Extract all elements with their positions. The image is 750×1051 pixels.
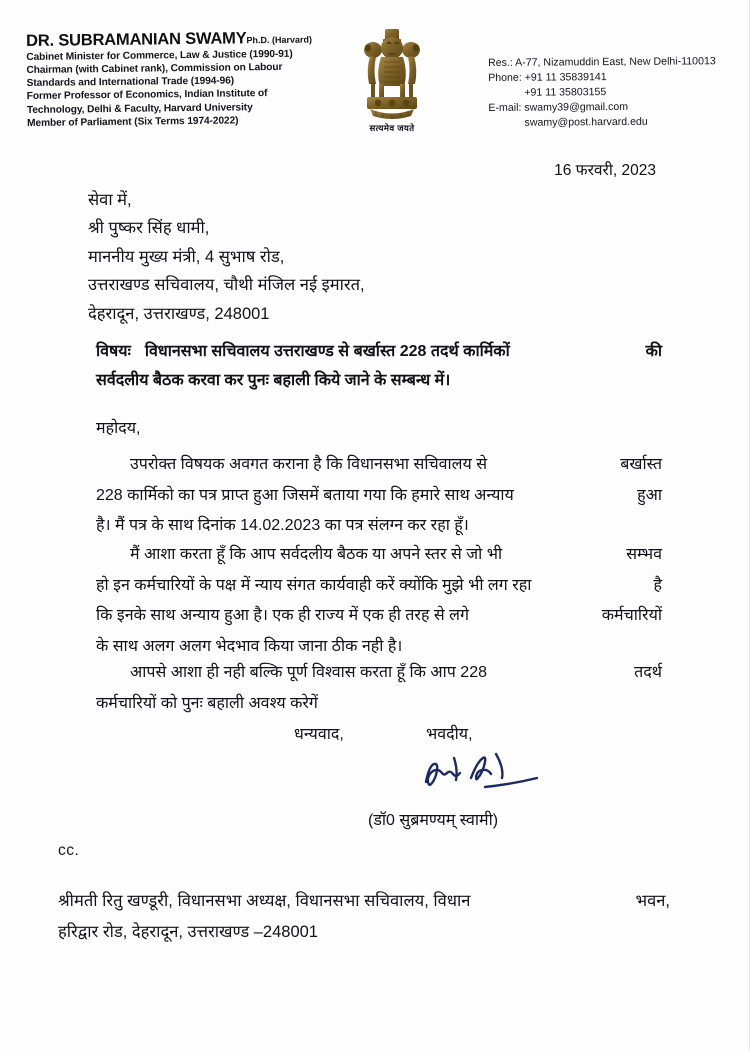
letterhead-name-suffix: Ph.D. (Harvard) <box>246 34 313 46</box>
recipient-line: माननीय मुख्य मंत्री, 4 सुभाष रोड, <box>88 247 285 266</box>
recipient-line: श्री पुष्कर सिंह धामी, <box>88 219 210 238</box>
contact-phone-2: +91 11 35803155 <box>524 86 607 99</box>
letterhead-credentials-block <box>26 29 327 130</box>
subject-line-1-b: की <box>645 343 662 360</box>
paragraph-3-line-1-a: आपसे आशा ही नही बल्कि पूर्ण विश्वास करता हूँ कि आप 228 <box>130 664 487 681</box>
paragraph-2-line-2-a: हो इन कर्मचारियों के पक्ष में न्याय संगत कार्यवाही करें क्योंकि मुझे भी लग रहा <box>96 576 532 594</box>
letterhead-credential-lines <box>26 47 327 130</box>
letterhead-name-text: DR. SUBRAMANIAN SWAMY <box>25 29 247 50</box>
subject-label: विषयः <box>96 343 131 360</box>
recipient-line: उत्तराखण्ड सचिवालय, चौथी मंजिल नई इमारत, <box>88 276 365 295</box>
contact-email-2: swamy@post.harvard.edu <box>524 115 648 129</box>
paragraph-2-line-3-b: कर्मचारियों <box>601 607 662 625</box>
paragraph-1-line-3: है। मैं पत्र के साथ दिनांक 14.02.2023 का पत्र संलग्न कर रहा हूँ। <box>96 517 469 535</box>
contact-address: Res.: A-77, Nizamuddin East, New Delhi-110013 <box>488 55 716 69</box>
yours-sincerely-text: भवदीय, <box>426 726 473 743</box>
subject-line-2: सर्वदलीय बैठक करवा कर पुनः बहाली किये जाने के सम्बन्ध में। <box>96 371 451 389</box>
recipient-line: देहरादून, उत्तराखण्ड, 248001 <box>88 304 270 323</box>
paragraph-2-line-3 <box>96 601 662 632</box>
credential-line: Former Professor of Economics, Indian Institute of <box>26 88 268 103</box>
paragraph-3-line-2: कर्मचारियों को पुनः बहाली अवश्य करेगें <box>96 694 318 712</box>
body-paragraph-3 <box>96 658 662 719</box>
credential-line: Technology, Delhi & Faculty, Harvard University <box>26 101 253 116</box>
emblem-motto: सत्यमेव जयते <box>369 123 415 133</box>
national-emblem-icon <box>354 26 430 122</box>
letter-date: 16 फरवरी, 2023 <box>554 162 656 179</box>
recipient-address-block <box>88 186 365 328</box>
cc-recipients <box>58 886 670 949</box>
cc-line-2: हरिद्वार रोड, देहरादून, उत्तराखण्ड –248001 <box>58 923 318 942</box>
credential-line: Standards and International Trade (1994-96) <box>26 75 235 89</box>
thanks-text: धन्यवाद, <box>294 726 344 743</box>
cc-label: cc. <box>58 842 80 859</box>
cc-line-1-a: श्रीमती रितु खण्डूरी, विधानसभा अध्यक्ष, विधानसभा सचिवालय, विधान <box>58 892 471 910</box>
cc-line-1 <box>58 886 670 917</box>
credential-line: Chairman (with Cabinet rank), Commission on Labour <box>26 61 283 76</box>
paragraph-2-line-1-b: सम्भव <box>626 546 662 563</box>
paragraph-1-line-2-a: 228 कार्मिको का पत्र प्राप्त हुआ जिसमें बताया गया कि हमारे साथ अन्याय <box>96 486 514 504</box>
paragraph-2-line-1 <box>96 540 662 571</box>
letterhead <box>0 0 749 150</box>
subject-block <box>96 338 662 396</box>
subject-line-1-a: विधानसभा सचिवालय उत्तराखण्ड से बर्खास्त 228 तदर्थ कार्मिकों <box>144 343 510 360</box>
closing-block <box>96 722 662 842</box>
paragraph-2-line-4: के साथ अलग अलग भेदभाव किया जाना ठीक नही है। <box>96 638 403 656</box>
salutation: महोदय, <box>96 420 141 437</box>
body-paragraph-1 <box>96 450 662 542</box>
paragraph-1-line-1 <box>96 450 662 481</box>
paragraph-1-line-1-a: उपरोक्त विषयक अवगत कराना है कि विधानसभा सचिवालय से <box>130 456 488 473</box>
body-paragraph-2 <box>96 540 662 663</box>
paragraph-1-line-2 <box>96 481 662 512</box>
subject-line-1-content <box>145 338 662 367</box>
credential-line: Member of Parliament (Six Terms 1974-2022) <box>27 115 239 129</box>
paragraph-3-line-1-b: तदर्थ <box>634 664 662 681</box>
paragraph-1-line-1-b: बर्खास्त <box>620 456 662 473</box>
paragraph-2-line-3-a: कि इनके साथ अन्याय हुआ है। एक ही राज्य में एक ही तरह से लगे <box>96 607 470 625</box>
signature-mark <box>418 748 598 796</box>
paragraph-1-line-2-b: हुआ <box>637 486 662 504</box>
to-label: सेवा में, <box>88 191 132 209</box>
contact-phone-1: Phone: +91 11 35839141 <box>488 71 607 85</box>
signer-name: (डॉ0 सुब्रमण्यम् स्वामी) <box>368 812 499 829</box>
cc-line-1-b: भवन, <box>635 892 670 910</box>
subject-line-1 <box>96 338 662 367</box>
paragraph-3-line-1 <box>96 658 662 689</box>
letterhead-contact-block <box>488 54 739 131</box>
paragraph-2-line-1-a: मैं आशा करता हूँ कि आप सर्वदलीय बैठक या अपने स्तर से जो भी <box>130 546 503 563</box>
paragraph-2-line-2-b: है <box>653 576 662 594</box>
credential-line: Cabinet Minister for Commerce, Law & Justice (1990-91) <box>26 48 293 63</box>
national-emblem <box>338 26 446 134</box>
paragraph-2-line-2 <box>96 571 662 602</box>
contact-email-1: E-mail: swamy39@gmail.com <box>488 100 629 115</box>
